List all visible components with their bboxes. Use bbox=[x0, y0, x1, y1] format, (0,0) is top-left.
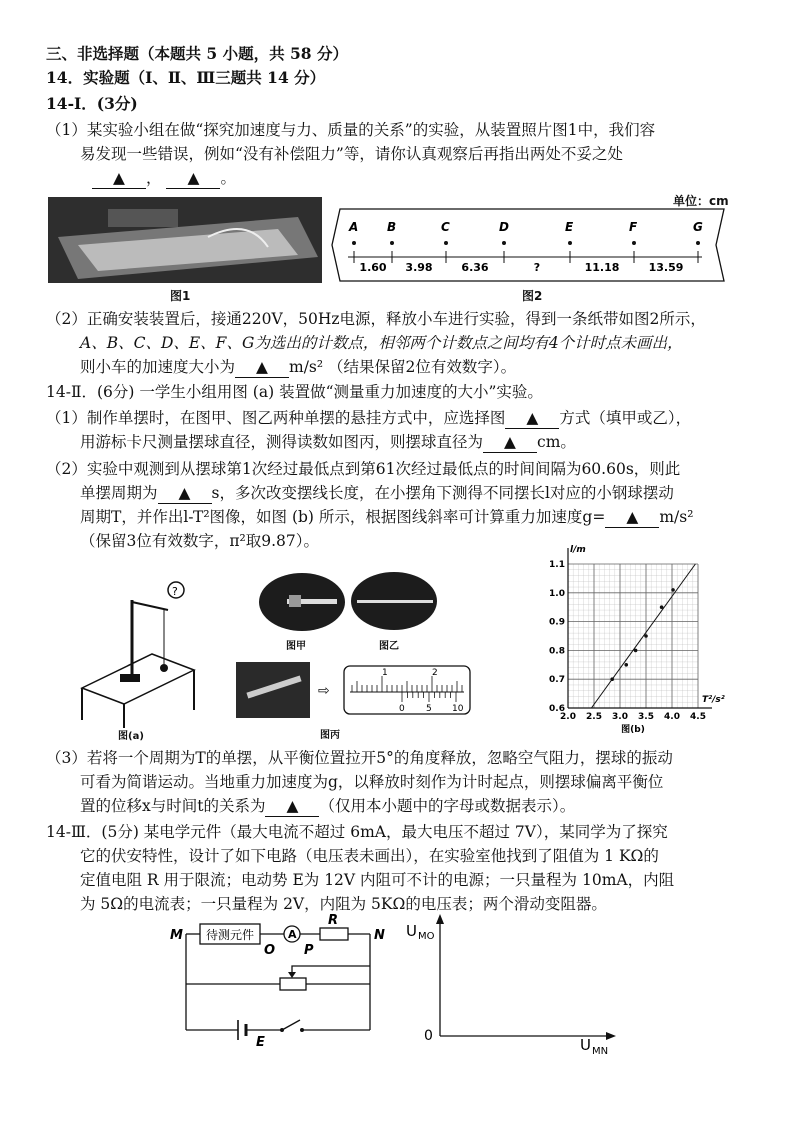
figure2-caption: 图2 bbox=[522, 289, 543, 303]
figure1-caption: 图1 bbox=[170, 289, 191, 303]
part1-q2-line1: （2）正确安装装置后，接通220V，50Hz电源，释放小车进行实验，得到一条纸带如图2所示， bbox=[46, 310, 706, 328]
tape-segment-value: 13.59 bbox=[648, 261, 684, 274]
axis-y-sub: MO bbox=[418, 931, 435, 942]
vernier-scale bbox=[342, 664, 472, 716]
part2-q1-line1 bbox=[46, 408, 691, 429]
figure-a-apparatus bbox=[72, 570, 202, 730]
fig-jia-caption: 图甲 bbox=[286, 641, 306, 652]
answer-blank[interactable]: ▲ bbox=[505, 408, 559, 429]
part2-q3-line2: 可看为简谐运动。当地重力加速度为g，以释放时刻作为计时起点，则摆球偏离平衡位 bbox=[80, 773, 664, 791]
data-point bbox=[644, 634, 648, 638]
photo-jia bbox=[259, 573, 345, 631]
text: cm。 bbox=[537, 433, 576, 451]
tape-segment-value: 3.98 bbox=[405, 261, 433, 274]
part2-q2-line3 bbox=[80, 507, 693, 528]
part2-q2-line4: （保留3位有效数字，π²取9.87）。 bbox=[80, 532, 320, 550]
part3-line1: 14-Ⅲ．(5分) 某电学元件（最大电流不超过 6mA，最大电压不超过 7V），某同学为了探究 bbox=[46, 823, 668, 841]
svg-text:?: ? bbox=[172, 585, 178, 598]
x-axis-label: T²/s² bbox=[702, 695, 725, 705]
text: 单摆周期为 bbox=[80, 484, 158, 502]
tape-point-label: G bbox=[693, 220, 703, 234]
text: 置的位移x与时间t的关系为 bbox=[80, 797, 266, 815]
figure1-sketch bbox=[48, 197, 322, 283]
part2-q2-line2 bbox=[80, 483, 674, 504]
text: m/s² （结果保留2位有效数字）。 bbox=[289, 358, 517, 376]
y-tick-label: 0.9 bbox=[549, 617, 565, 628]
part2-q3-line3 bbox=[80, 796, 575, 817]
part2-q2-line1: （2）实验中观测到从摆球第1次经过最低点到第61次经过最低点的时间间隔为60.60s，则此 bbox=[46, 460, 681, 478]
tape-segment-value: 11.18 bbox=[584, 261, 620, 274]
vernier-sub-label: 0 bbox=[399, 704, 405, 714]
figure-b-chart bbox=[548, 540, 730, 740]
data-point bbox=[660, 605, 664, 609]
node-p: P bbox=[304, 943, 314, 958]
element-label: 待测元件 bbox=[206, 928, 255, 942]
part2-q3-line1: （3）若将一个周期为T的单摆，从平衡位置拉开5°的角度释放，忽略空气阻力，摆球的振动 bbox=[46, 749, 673, 767]
y-axis-label: l/m bbox=[570, 545, 586, 555]
y-tick-label: 1.0 bbox=[549, 588, 565, 599]
part3-line4: 为 5Ω的电流表；一只量程为 2V，内阻为 5KΩ的电压表；两个滑动变阻器。 bbox=[80, 895, 607, 913]
tape-point-label: C bbox=[441, 220, 450, 234]
text: s，多次改变摆线长度，在小摆角下测得不同摆长l对应的小钢球摆动 bbox=[211, 484, 674, 502]
tape-dot bbox=[444, 241, 448, 245]
figure1-photo bbox=[48, 197, 322, 283]
tape-point-label: E bbox=[565, 220, 574, 234]
part3-line2: 它的伏安特性，设计了如下电路（电压表未画出），在实验室他找到了阻值为 1 KΩ的 bbox=[80, 847, 659, 865]
fit-line bbox=[591, 564, 695, 708]
tape-dot bbox=[352, 241, 356, 245]
axis-y-label: U bbox=[406, 922, 417, 940]
answer-blank[interactable]: ▲ bbox=[158, 483, 212, 504]
tape-point-label: F bbox=[629, 220, 638, 234]
period: 。 bbox=[220, 169, 236, 187]
text: 用游标卡尺测量摆球直径，测得读数如图丙，则摆球直径为 bbox=[80, 433, 484, 451]
resistor-label: R bbox=[328, 913, 339, 928]
q14-title: 14．实验题（Ⅰ、Ⅱ、Ⅲ三题共 14 分） bbox=[46, 68, 326, 87]
data-point bbox=[634, 649, 638, 653]
text: m/s² bbox=[659, 508, 694, 526]
x-tick-label: 3.5 bbox=[638, 712, 654, 722]
data-point bbox=[610, 677, 614, 681]
part1-title: 14-Ⅰ．(3分) bbox=[46, 94, 138, 113]
part1-q1-line2: 易发现一些错误，例如“没有补偿阻力”等，请你认真观察后再指出两处不妥之处 bbox=[80, 145, 623, 163]
figure2-tape bbox=[328, 205, 732, 285]
chart-caption: 图(b) bbox=[621, 725, 645, 735]
tape-dot bbox=[632, 241, 636, 245]
answer-blank[interactable]: ▲ bbox=[92, 168, 146, 189]
text: （仅用本小题中的字母或数据表示）。 bbox=[319, 797, 576, 815]
comma: ， bbox=[146, 169, 162, 187]
tape-segment-value: 6.36 bbox=[461, 261, 489, 274]
answer-blank[interactable]: ▲ bbox=[605, 507, 659, 528]
photo-bing bbox=[236, 662, 310, 718]
source-label: E bbox=[256, 1035, 265, 1050]
fig-a-caption: 图(a) bbox=[118, 731, 144, 742]
u-axes bbox=[400, 912, 630, 1062]
y-tick-label: 0.6 bbox=[549, 704, 565, 714]
answer-blank[interactable]: ▲ bbox=[483, 432, 537, 453]
tape-dot bbox=[390, 241, 394, 245]
circuit-diagram bbox=[160, 910, 400, 1050]
answer-blank[interactable]: ▲ bbox=[265, 796, 319, 817]
tape-dot bbox=[696, 241, 700, 245]
unit-label: 单位：cm bbox=[673, 194, 729, 208]
tape-point-label: B bbox=[387, 220, 397, 234]
vernier-main-label: 2 bbox=[432, 668, 438, 678]
x-tick-label: 3.0 bbox=[612, 712, 628, 722]
text: 则小车的加速度大小为 bbox=[80, 358, 236, 376]
part1-q2-line2: A、B、C、D、E、F、G为选出的计数点，相邻两个计数点之间均有4个计时点未画出， bbox=[80, 334, 683, 352]
x-tick-label: 2.0 bbox=[560, 712, 576, 722]
arrow-icon: ⇨ bbox=[318, 683, 330, 699]
tape-segment-value: ? bbox=[533, 261, 541, 274]
node-m: M bbox=[170, 928, 183, 943]
fig-yi-caption: 图乙 bbox=[379, 641, 399, 652]
part1-q1-line1: （1）某实验小组在做“探究加速度与力、质量的关系”的实验，从装置照片图1中，我们容 bbox=[46, 121, 656, 139]
y-tick-label: 1.1 bbox=[549, 560, 565, 570]
answer-blank[interactable]: ▲ bbox=[166, 168, 220, 189]
rheostat bbox=[280, 978, 306, 990]
part3-line3: 定值电阻 R 用于限流；电动势 E为 12V 内阻可不计的电源；一只量程为 10mA，内阻 bbox=[80, 871, 675, 889]
ammeter-label: A bbox=[288, 928, 297, 941]
part1-q2-line3 bbox=[80, 357, 516, 378]
data-point bbox=[671, 588, 675, 592]
x-tick-label: 4.0 bbox=[664, 712, 680, 722]
fig-bing-caption: 图丙 bbox=[320, 730, 340, 741]
y-tick-label: 0.7 bbox=[549, 675, 565, 686]
photo-yi bbox=[351, 572, 437, 630]
tape-point-label: D bbox=[499, 220, 509, 234]
vernier-main-label: 1 bbox=[382, 668, 388, 678]
node-o: O bbox=[264, 943, 276, 958]
node-n: N bbox=[374, 928, 385, 943]
vernier-sub-label: 10 bbox=[452, 704, 464, 714]
part2-q1-line2 bbox=[80, 432, 576, 453]
text: 方式（填甲或乙）， bbox=[559, 409, 692, 427]
tape-segment-value: 1.60 bbox=[359, 261, 387, 274]
text: 周期T，并作出l-T²图像，如图 (b) 所示，根据图线斜率可计算重力加速度g= bbox=[80, 508, 606, 526]
axis-x-label: U bbox=[580, 1036, 591, 1054]
answer-blank[interactable]: ▲ bbox=[235, 357, 289, 378]
vernier-sub-label: 5 bbox=[426, 704, 432, 714]
axis-x-sub: MN bbox=[592, 1046, 609, 1057]
part2-title: 14-Ⅱ．(6分) 一学生小组用图 (a) 装置做“测量重力加速度的大小”实验。 bbox=[46, 383, 543, 401]
x-tick-label: 2.5 bbox=[586, 712, 602, 722]
origin-label: 0 bbox=[424, 1028, 433, 1044]
tape-dot bbox=[568, 241, 572, 245]
tape-dot bbox=[502, 241, 506, 245]
resistor-r bbox=[320, 928, 348, 940]
section-title: 三、非选择题（本题共 5 小题，共 58 分） bbox=[46, 44, 348, 63]
data-point bbox=[624, 663, 628, 667]
x-tick-label: 4.5 bbox=[690, 712, 706, 722]
part1-q1-answer-row bbox=[92, 168, 236, 189]
text: （1）制作单摆时，在图甲、图乙两种单摆的悬挂方式中，应选择图 bbox=[46, 409, 506, 427]
y-tick-label: 0.8 bbox=[549, 646, 565, 657]
tape-point-label: A bbox=[349, 220, 359, 234]
